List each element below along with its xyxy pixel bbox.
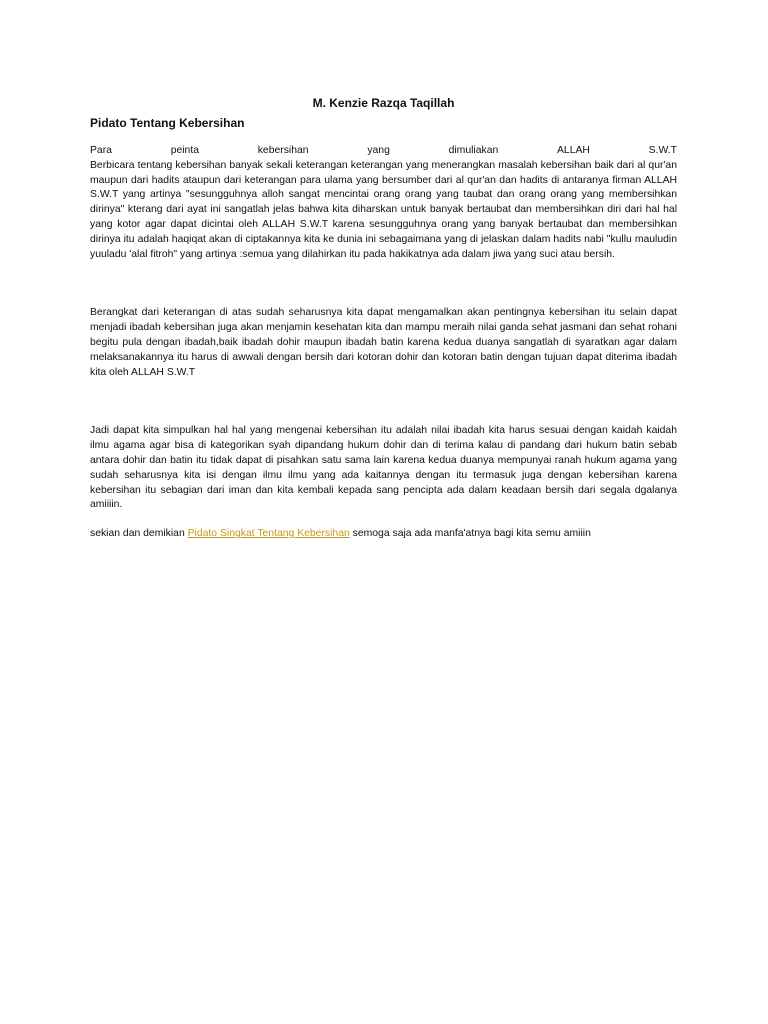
paragraph-spacer (90, 262, 677, 306)
closing-line (90, 527, 677, 542)
author-name: M. Kenzie Razqa Taqillah (312, 96, 455, 110)
opening-word: peinta (170, 145, 199, 156)
opening-word: ALLAH (557, 145, 590, 156)
paragraph-spacer (90, 380, 677, 424)
closing-suffix: semoga saja ada manfa'atnya bagi kita semu amiiin (349, 528, 591, 540)
document-page (90, 95, 677, 542)
document-title: Pidato Tentang Kebersihan (90, 116, 245, 130)
paragraph-spacer (90, 513, 677, 527)
opening-word: Para (90, 145, 112, 156)
body-paragraph-2: Berangkat dari keterangan di atas sudah seharusnya kita dapat mengamalkan akan pentingnya kebersihan itu selain dapat menjadi ibadah kebersihan juga akan menjamin kesehatan kita dan mampu meraih nilai ganda sehat jasmani dan sehat rohani begitu pula dengan ibadah,baik ibadah dohir maupun ibadah batin karena kedua duanya sangatlah di syaratkan agar dalam melaksanakannya itu harus di awwali dengan bersih dari kotoran dohir dan kotoran batin dengan tujuan dapat diterima ibadah kita oleh ALLAH S.W.T (90, 307, 677, 378)
article-link[interactable]: Pidato Singkat Tentang Kebersihan (187, 528, 350, 540)
opening-word: dimuliakan (448, 145, 499, 156)
opening-line (90, 144, 677, 159)
opening-word: S.W.T (648, 145, 677, 156)
closing-prefix: sekian dan demikian (90, 528, 188, 540)
body-paragraph-3: Jadi dapat kita simpulkan hal hal yang mengenai kebersihan itu adalah nilai ibadah kita harus sesuai dengan kaidah kaidah ilmu agama agar bisa di kategorikan syah dipandang hukum dohir dan di terima kalau di pandang dari hukum batin sebab antara dohir dan batin itu tidak dapat di pisahkan satu sama lain karena kedua duanya mempunyai ranah hukum agama yang sudah seharusnya kita isi dengan ilmu ilmu yang ada kaitannya dengan itu termasuk juga dengan kebersihan karena kebersihan itu sebagian dari iman dan kita kembali kepada sang pencipta ada dalam keadaan bersih dari segala dgalanya amiiiin. (90, 425, 677, 511)
opening-word: kebersihan (257, 145, 309, 156)
body-paragraph-1: Berbicara tentang kebersihan banyak sekali keterangan keterangan yang menerangkan masalah kebersihan baik dari al qur'an maupun dari hadits ataupun dari keterangan para ulama yang bersumber dari al qur'an dan hadits di antaranya firman ALLAH S.W.T yang artinya "sesungguhnya alloh sangat mencintai orang orang yang taubat dan orang orang yang membersihkan dirinya" kterang dari ayat ini sangatlah jelas bahwa kita diharskan untuk banyak bertaubat dan membersihkan diri dari hal hal yang kotor agar dapat dicintai oleh ALLAH S.W.T karena sesungguhnya orang yang banyak bertaubat dan membersihkan dirinya itu adalah haqiqat akan di ciptakannya kita ke dunia ini sebagaimana yang di jelaskan dalam hadits nabi "kullu mauludin yuuladu 'alal fitroh" yang artinya :semua yang dilahirkan itu pada hakikatnya ada dalam jiwa yang suci atau bersih. (90, 159, 677, 260)
opening-word: yang (367, 145, 390, 156)
